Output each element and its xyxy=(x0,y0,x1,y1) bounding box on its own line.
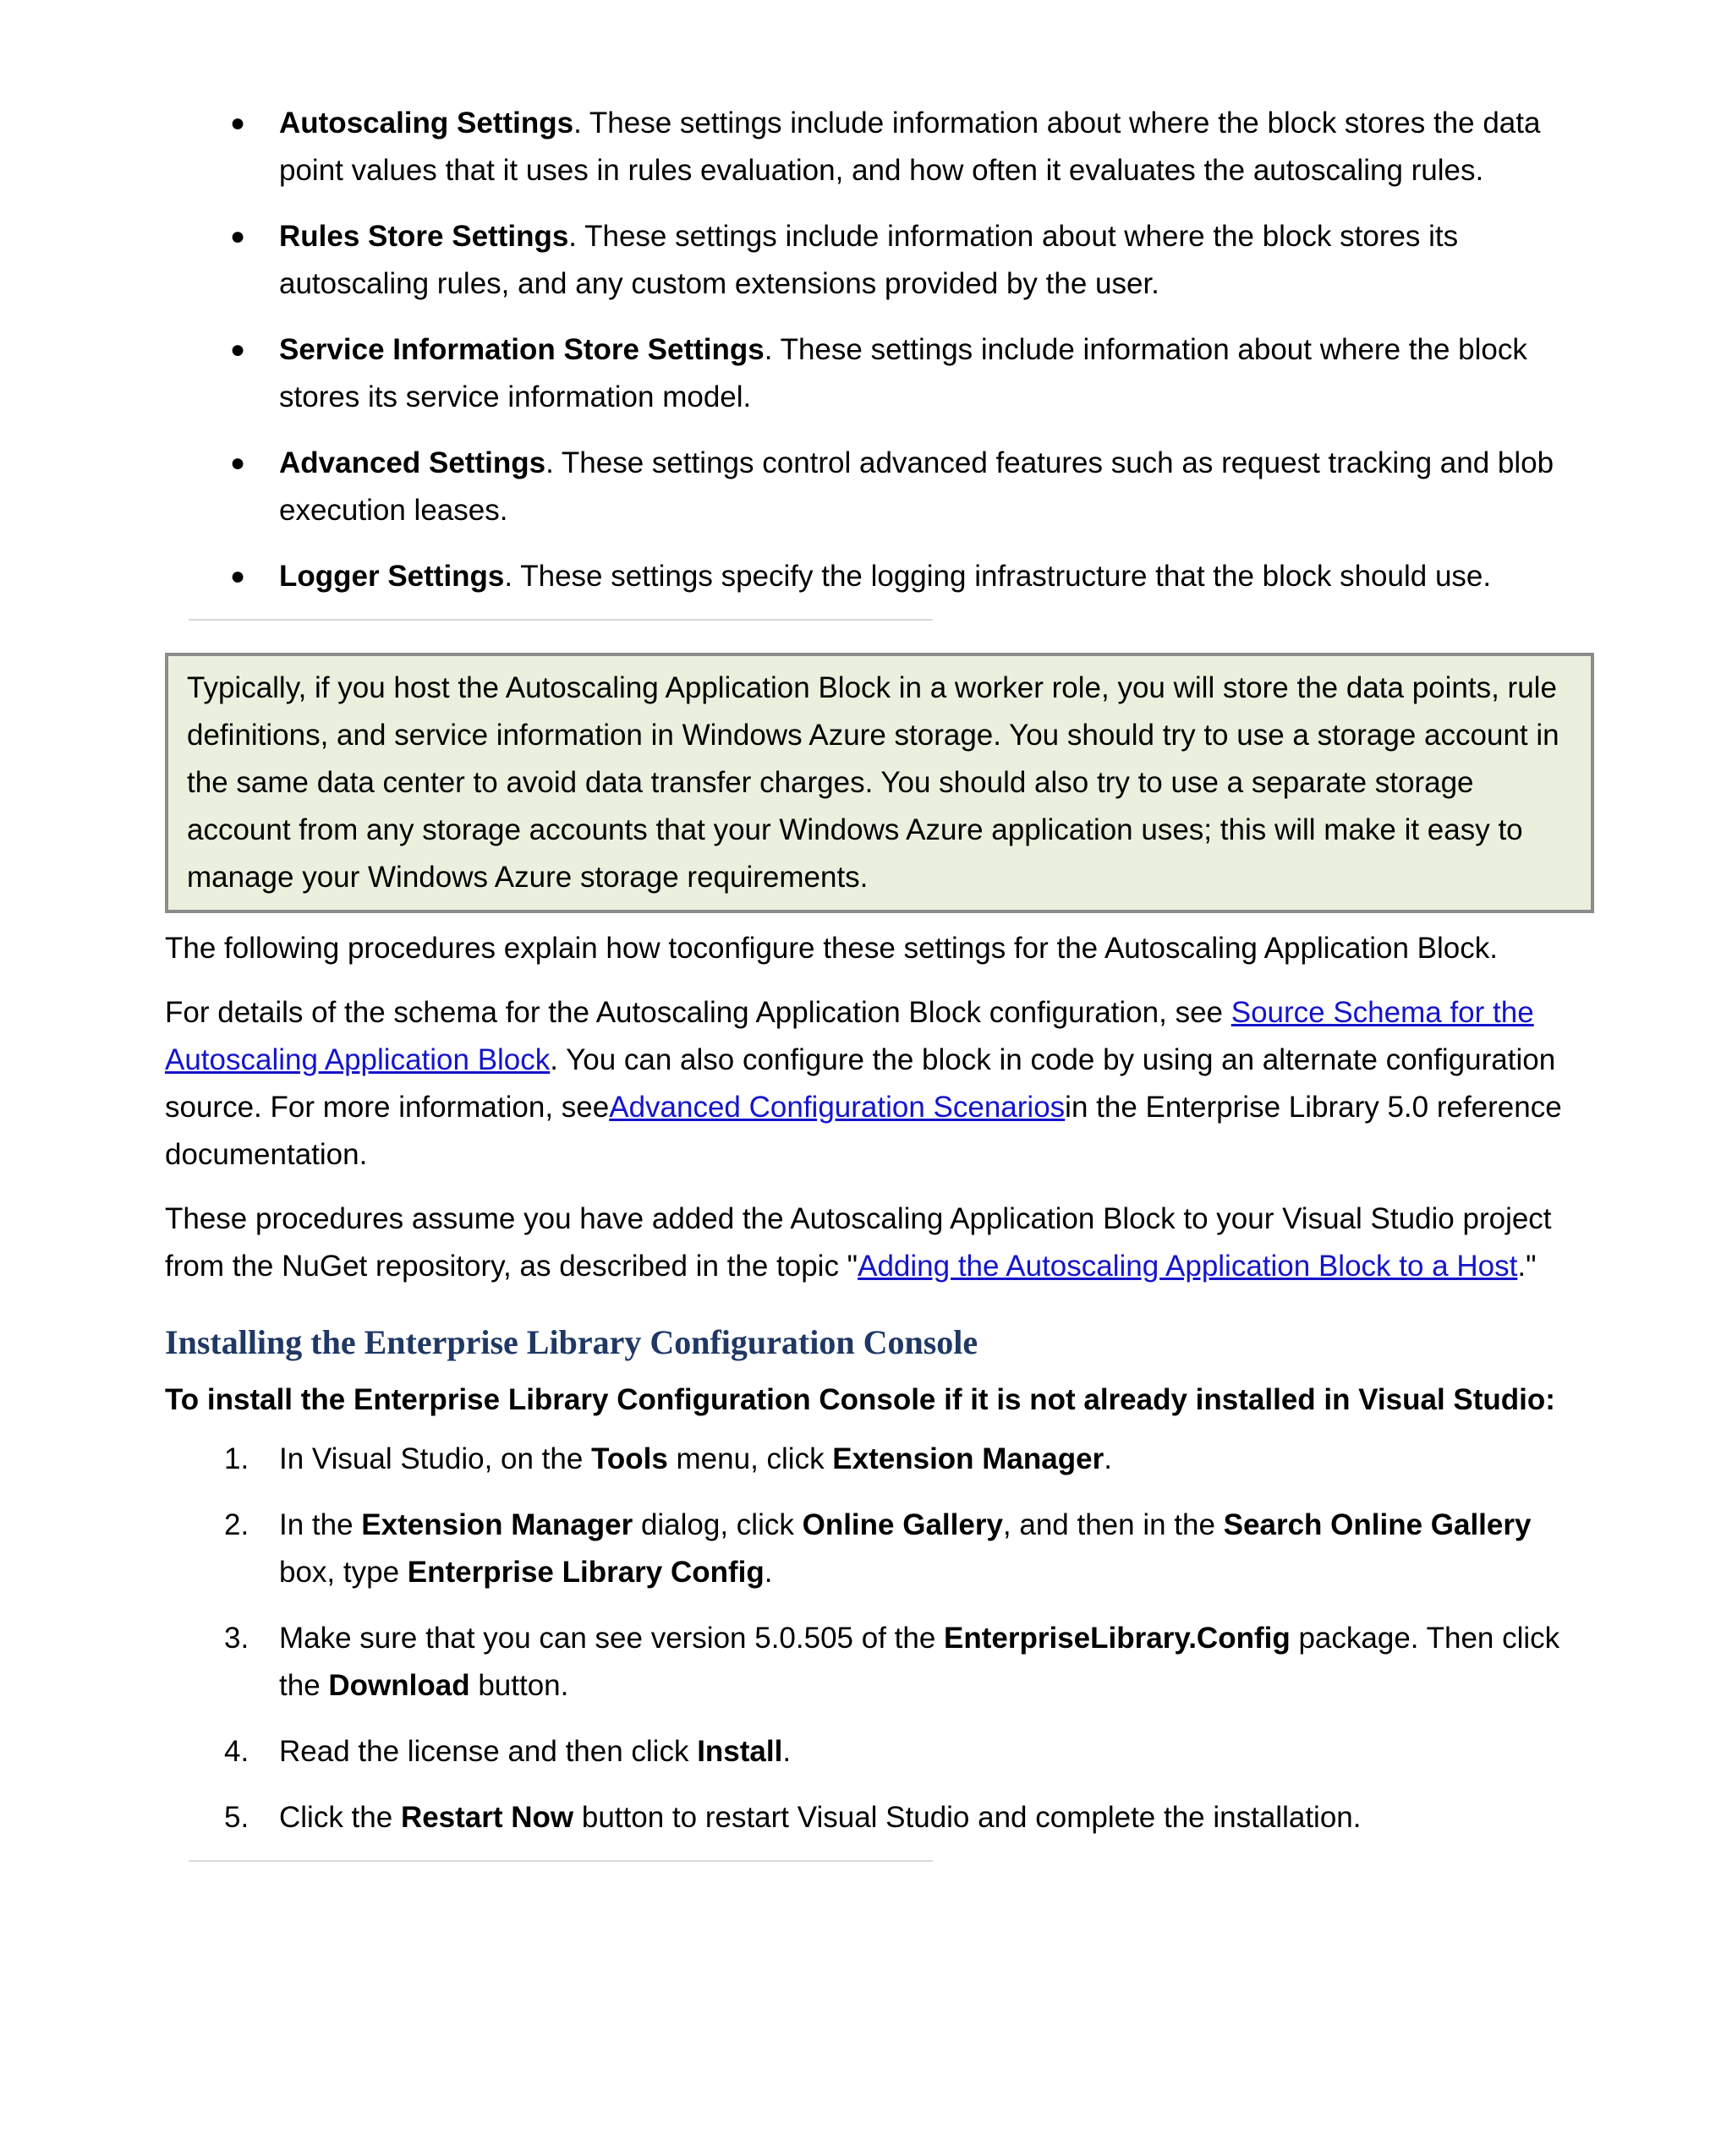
step-ui-term: Online Gallery xyxy=(802,1508,1003,1541)
paragraph-text: For details of the schema for the Autoscaling Application Block configuration, see xyxy=(165,996,1231,1029)
note-text: Typically, if you host the Autoscaling Application Block in a worker role, you will store the data points, rule definitions, and service information in Windows Azure storage. You should try to use a storage account in the same data center to avoid data transfer charges. You should also try to use a separate storage account from any storage accounts that your Windows Azure application uses; this will make it easy to manage your Windows Azure storage requirements. xyxy=(187,671,1559,894)
step-number: 3. xyxy=(224,1622,249,1655)
paragraph-text: in the Enterprise Library 5.0 reference documentation. xyxy=(165,1091,1562,1171)
bullet-icon: ● xyxy=(230,562,246,590)
list-item xyxy=(230,213,1594,308)
bullet-text: . These settings include information about where the block stores its autoscaling rules, and any custom extensions provided by the user. xyxy=(279,220,1459,300)
step-text: package. Then click the xyxy=(279,1622,1560,1702)
bullet-text: . These settings specify the logging infrastructure that the block should use. xyxy=(504,560,1492,593)
step-ui-term: Tools xyxy=(591,1442,668,1475)
step-text: menu, click xyxy=(667,1442,833,1475)
list-item xyxy=(230,440,1594,534)
divider xyxy=(189,619,933,621)
step-number: 2. xyxy=(224,1508,249,1541)
install-steps-list xyxy=(165,1436,1594,1841)
bullet-term: Logger Settings xyxy=(279,560,505,593)
step-text: button. xyxy=(469,1669,569,1702)
step-text: button to restart Visual Studio and complete the installation. xyxy=(573,1801,1362,1834)
step-ui-term: Enterprise Library Config xyxy=(407,1556,765,1589)
step-text: . xyxy=(764,1556,773,1589)
list-item xyxy=(230,553,1594,600)
step-ui-term: Download xyxy=(328,1669,470,1702)
step-text: Make sure that you can see version 5.0.505 of the xyxy=(279,1622,945,1655)
bullet-text: . These settings control advanced features such as request tracking and blob execution leases. xyxy=(279,446,1554,527)
step-ui-term: EnterpriseLibrary.Config xyxy=(944,1622,1291,1655)
step-ui-term: Extension Manager xyxy=(832,1442,1104,1475)
list-item xyxy=(224,1615,1594,1710)
list-item xyxy=(224,1794,1594,1841)
step-text: Click the xyxy=(279,1801,401,1834)
step-number: 4. xyxy=(224,1735,249,1768)
step-ui-term: Search Online Gallery xyxy=(1223,1508,1532,1541)
divider xyxy=(189,1860,933,1862)
paragraph-text: . You can also configure the block in code by using an alternate configuration source. For more information, see xyxy=(165,1043,1556,1124)
step-text: Read the license and then click xyxy=(279,1735,698,1768)
paragraph-text: These procedures assume you have added the Autoscaling Application Block to your Visual Studio project from the NuGet repository, as described in the topic " xyxy=(165,1202,1552,1283)
step-text: box, type xyxy=(279,1556,408,1589)
section-heading: Installing the Enterprise Library Configuration Console xyxy=(165,1323,978,1361)
assumption-paragraph xyxy=(165,1196,1594,1290)
step-text: In the xyxy=(279,1508,362,1541)
bullet-icon: ● xyxy=(230,449,246,477)
document-page xyxy=(165,100,1594,1862)
list-item xyxy=(224,1502,1594,1596)
step-ui-term: Install xyxy=(697,1735,783,1768)
step-text: , and then in the xyxy=(1002,1508,1224,1541)
bullet-term: Autoscaling Settings xyxy=(279,107,574,140)
note-box xyxy=(165,653,1594,913)
bullet-term: Rules Store Settings xyxy=(279,220,569,253)
paragraph-text: ." xyxy=(1517,1250,1537,1283)
bullet-term: Advanced Settings xyxy=(279,446,546,479)
bullet-text: . These settings include information about where the block stores the data point values that it uses in rules evaluation, and how often it evaluates the autoscaling rules. xyxy=(279,107,1541,187)
step-text: . xyxy=(1104,1442,1112,1475)
source-schema-link[interactable]: Source Schema for the Autoscaling Application Block xyxy=(165,996,1534,1076)
list-item xyxy=(230,100,1594,194)
list-item xyxy=(224,1728,1594,1776)
advanced-configuration-link[interactable]: Advanced Configuration Scenarios xyxy=(609,1091,1066,1124)
schema-paragraph xyxy=(165,989,1594,1179)
bullet-text: . These settings include information about where the block stores its service information model. xyxy=(279,333,1527,413)
step-ui-term: Restart Now xyxy=(400,1801,574,1834)
bullet-term: Service Information Store Settings xyxy=(279,333,765,366)
step-text: . xyxy=(782,1735,792,1768)
step-ui-term: Extension Manager xyxy=(361,1508,633,1541)
step-number: 5. xyxy=(224,1801,249,1834)
procedure-title: To install the Enterprise Library Configuration Console if it is not already installed in Visual Studio: xyxy=(165,1383,1555,1416)
intro-paragraph: The following procedures explain how toconfigure these settings for the Autoscaling Application Block. xyxy=(165,932,1498,965)
bullet-icon: ● xyxy=(230,336,246,364)
list-item xyxy=(230,326,1594,421)
bullet-icon: ● xyxy=(230,109,246,137)
step-text: dialog, click xyxy=(633,1508,803,1541)
step-number: 1. xyxy=(224,1442,249,1475)
settings-bullet-list xyxy=(165,100,1594,600)
adding-block-link[interactable]: Adding the Autoscaling Application Block to a Host xyxy=(858,1250,1518,1283)
bullet-icon: ● xyxy=(230,222,246,250)
list-item xyxy=(224,1436,1594,1483)
step-text: In Visual Studio, on the xyxy=(279,1442,592,1475)
